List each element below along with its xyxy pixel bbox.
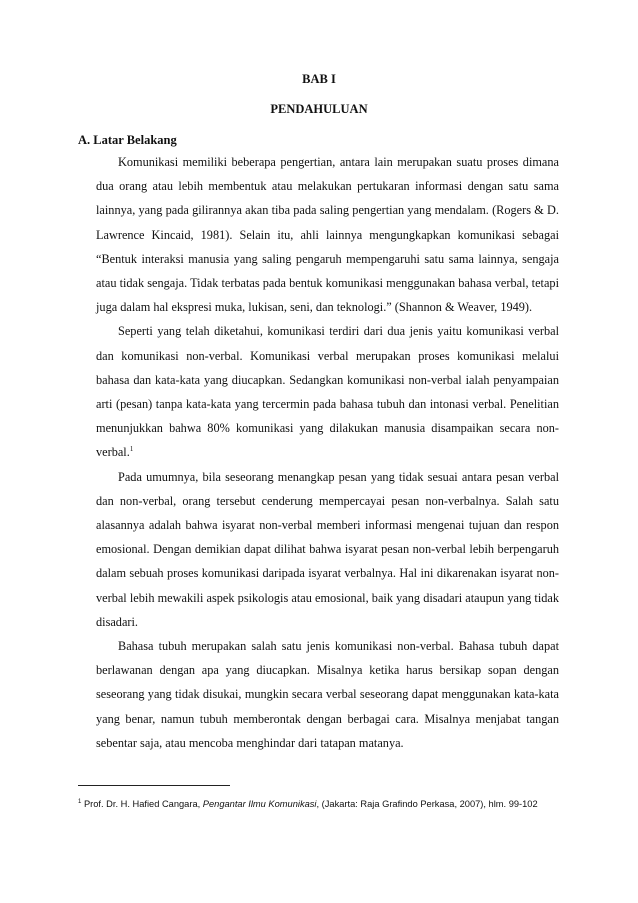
body-text <box>96 150 559 755</box>
footnote-reference: 1 <box>129 445 134 454</box>
footnote <box>78 796 564 812</box>
paragraph-3: Pada umumnya, bila seseorang menangkap pesan yang tidak sesuai antara pesan verbal dan non-verbal, orang tersebut cenderung mempercayai pesan non-verbalnya. Salah satu alasannya adalah bahwa isyarat non-verbal memberi informasi mengenai tujuan dan respon emosional. Dengan demikian dapat dilihat bahwa isyarat pesan non-verbal lebih berpengaruh dalam sebuah proses komunikasi daripada isyarat verbalnya. Hal ini dikarenakan isyarat non-verbal lebih mewakili aspek psikologis atau emosional, baik yang disadari ataupun yang tidak disadari. <box>96 469 559 629</box>
footnote-number: 1 <box>78 798 82 805</box>
footnote-publication: , (Jakarta: Raja Grafindo Perkasa, 2007), hlm. 99-102 <box>316 799 538 809</box>
footnote-separator <box>78 785 230 786</box>
paragraph-2 <box>96 319 559 464</box>
section-heading: A. Latar Belakang <box>78 133 177 147</box>
chapter-title: PENDAHULUAN <box>270 102 368 116</box>
footnote-author: Prof. Dr. H. Hafied Cangara, <box>83 799 203 809</box>
paragraph-1: Komunikasi memiliki beberapa pengertian, antara lain merupakan suatu proses dimana dua orang atau lebih membentuk atau melakukan pertukaran informasi dengan satu sama lainnya, yang pada gilirannya akan tiba pada saling pengertian yang mendalam. (Rogers & D. Lawrence Kincaid, 1981). Selain itu, ahli lainnya mengungkapkan komunikasi sebagai “Bentuk interaksi manusia yang saling pengaruh mempengaruhi satu sama lainnya, sengaja atau tidak sengaja. Tidak terbatas pada bentuk komunikasi menggunakan bahasa verbal, tetapi juga dalam hal ekspresi muka, lukisan, seni, dan teknologi.” (Shannon & Weaver, 1949). <box>96 155 559 315</box>
footnote-book-title: Pengantar Ilmu Komunikasi <box>202 799 317 809</box>
paragraph-2-text: Seperti yang telah diketahui, komunikasi terdiri dari dua jenis yaitu komunikasi verbal dan komunikasi non-verbal. Komunikasi verbal merupakan proses komunikasi melalui bahasa dan kata-kata yang diucapkan. Sedangkan komunikasi non-verbal ialah penyampaian arti (pesan) tanpa kata-kata yang tercermin pada bahasa tubuh dan intonasi verbal. Penelitian menunjukkan bahwa 80% komunikasi yang dilakukan manusia disampaikan secara non-verbal. <box>96 324 559 460</box>
paragraph-4: Bahasa tubuh merupakan salah satu jenis komunikasi non-verbal. Bahasa tubuh dapat berlawanan dengan apa yang diucapkan. Misalnya ketika harus bersikap sopan dengan seseorang yang tidak disukai, mungkin secara verbal seseorang dapat menggunakan kata-kata yang benar, namun tubuh memberontak dengan berbagai cara. Misalnya menjabat tangan sebentar saja, atau mencoba menghindar dari tatapan matanya. <box>96 639 559 750</box>
chapter-number: BAB I <box>302 72 336 86</box>
